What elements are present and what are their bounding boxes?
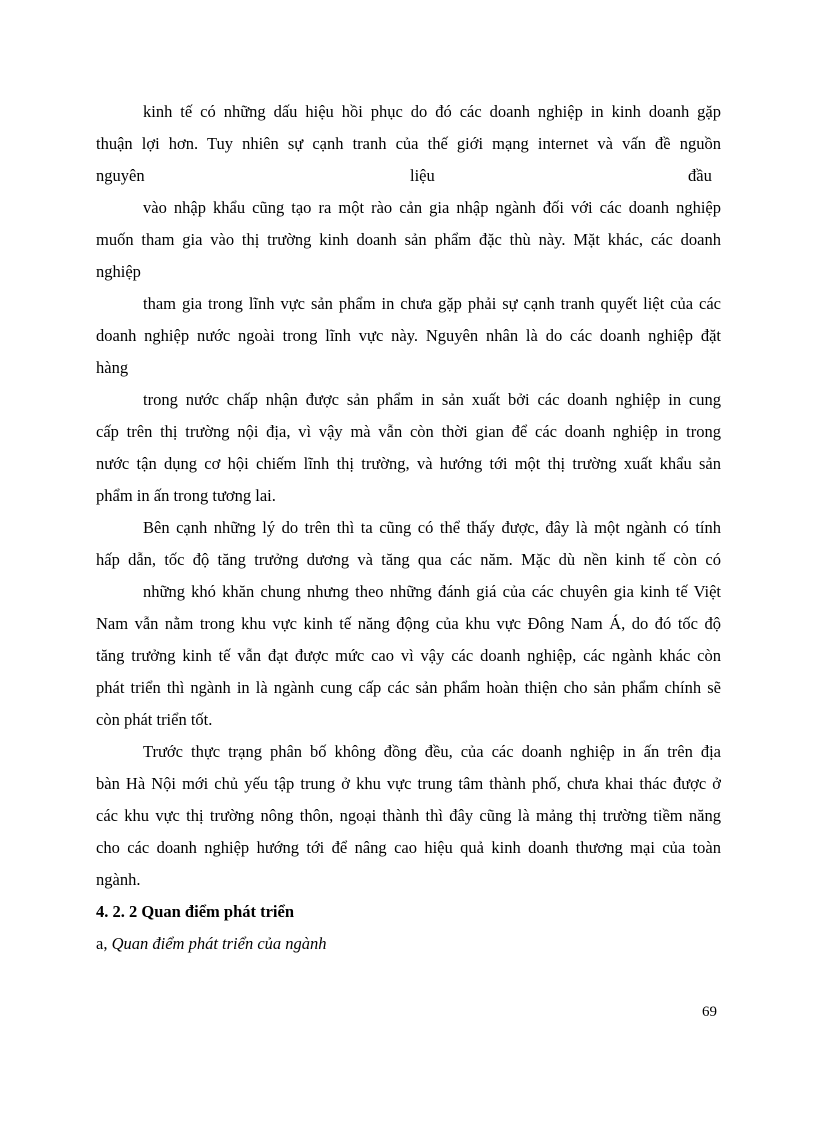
paragraph-line: tham gia trong lĩnh vực sản phẩm in chưa gặp phải sự cạnh tranh quyết liệt của các — [143, 294, 721, 313]
paragraph-line: Trước thực trạng phân bố không đồng đều, của các doanh nghiệp in ấn trên địa — [143, 742, 721, 761]
paragraph-line: Bên cạnh những lý do trên thì ta cũng có thể thấy được, đây là một ngành có tính — [143, 518, 721, 537]
split-line-middle: liệu — [410, 166, 435, 185]
paragraph-line: các khu vực thị trường nông thôn, ngoại thành thì đây cũng là mảng thị trường tiềm năng — [96, 806, 721, 825]
subheading — [96, 934, 327, 954]
paragraph-line: cấp trên thị trường nội địa, vì vậy mà vẫn còn thời gian để các doanh nghiệp in trong — [96, 422, 721, 441]
paragraph-line: hấp dẫn, tốc độ tăng trưởng dương và tăng qua các năm. Mặc dù nền kinh tế còn có — [96, 550, 721, 569]
paragraph-line: Nam vẫn nằm trong khu vực kinh tế năng động của khu vực Đông Nam Á, do đó tốc độ — [96, 614, 721, 633]
paragraph-line: bàn Hà Nội mới chủ yếu tập trung ở khu vực trung tâm thành phố, chưa khai thác được ở — [96, 774, 721, 793]
split-line-right: đầu — [688, 166, 712, 185]
paragraph-line: phẩm in ấn trong tương lai. — [96, 486, 276, 505]
paragraph-line: doanh nghiệp nước ngoài trong lĩnh vực này. Nguyên nhân là do các doanh nghiệp đặt — [96, 326, 721, 345]
paragraph-line: vào nhập khẩu cũng tạo ra một rào cản gia nhập ngành đối với các doanh nghiệp — [143, 198, 721, 217]
paragraph-line: thuận lợi hơn. Tuy nhiên sự cạnh tranh của thế giới mạng internet và vấn đề nguồn — [96, 134, 721, 153]
paragraph-line: hàng — [96, 358, 129, 377]
split-line-left: nguyên — [96, 166, 145, 185]
subheading-prefix: a, — [96, 934, 112, 953]
page-number: 69 — [702, 1004, 717, 1020]
paragraph-line: nước tận dụng cơ hội chiếm lĩnh thị trường, và hướng tới một thị trường xuất khẩu sản — [96, 454, 721, 473]
paragraph-line: trong nước chấp nhận được sản phẩm in sản xuất bởi các doanh nghiệp in cung — [143, 390, 721, 409]
paragraph-line: muốn tham gia vào thị trường kinh doanh sản phẩm đặc thù này. Mặt khác, các doanh — [96, 230, 721, 249]
paragraph-line: còn phát triển tốt. — [96, 710, 213, 729]
paragraph-line: ngành. — [96, 870, 141, 889]
paragraph-line: phát triển thì ngành in là ngành cung cấp các sản phẩm hoàn thiện cho sản phẩm chính sẽ — [96, 678, 721, 697]
paragraph-line: tăng trưởng kinh tế vẫn đạt được mức cao vì vậy các doanh nghiệp, các ngành khác còn — [96, 646, 721, 665]
paragraph-line: kinh tế có những dấu hiệu hồi phục do đó các doanh nghiệp in kinh doanh gặp — [143, 102, 721, 121]
paragraph-line: cho các doanh nghiệp hướng tới để nâng cao hiệu quả kinh doanh thương mại của toàn — [96, 838, 721, 857]
subheading-title: Quan điểm phát triển của ngành — [111, 934, 327, 953]
paragraph-line: nghiệp — [96, 262, 141, 281]
paragraph-line: những khó khăn chung nhưng theo những đánh giá của các chuyên gia kinh tế Việt — [143, 582, 721, 601]
section-heading: 4. 2. 2 Quan điểm phát triển — [96, 902, 295, 921]
